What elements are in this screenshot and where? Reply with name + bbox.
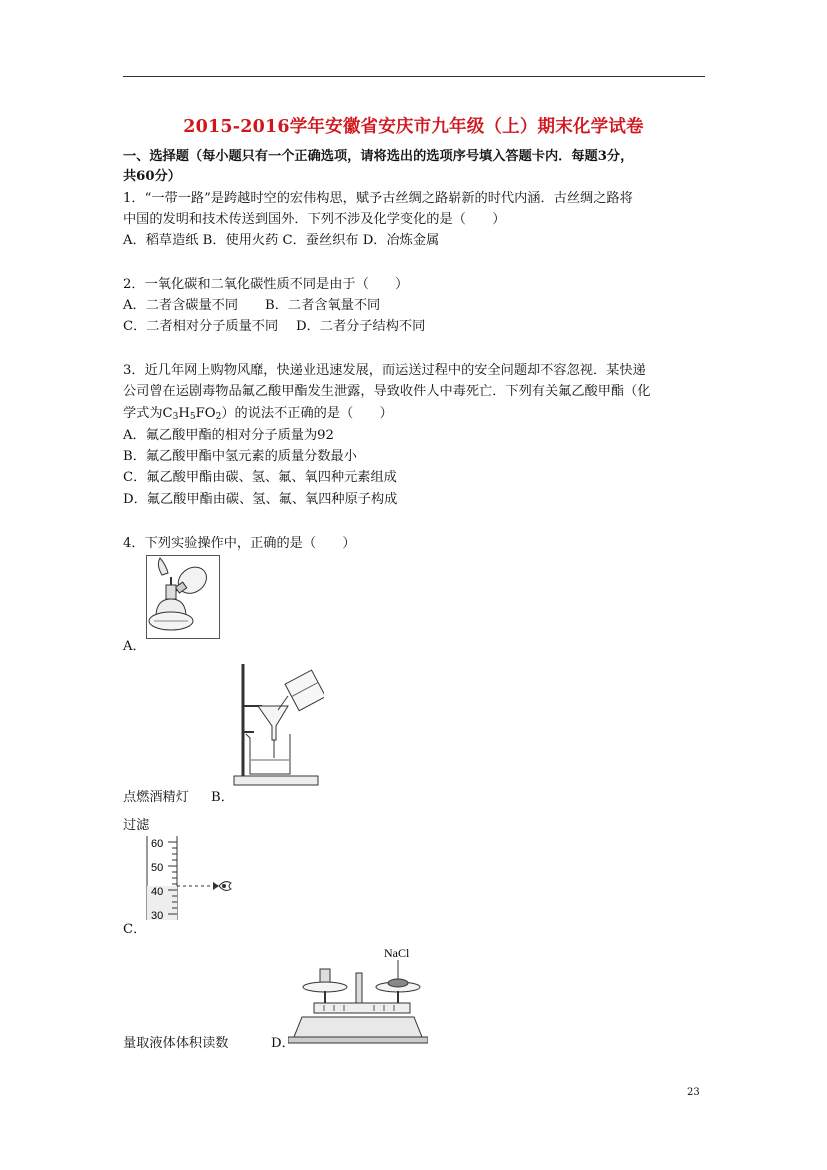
q3-formula-prefix: 学式为C	[123, 406, 173, 421]
q2-option-c: C．二者相对分子质量不同	[123, 319, 279, 334]
q3-stem-line1: 3．近几年网上购物风靡，快递业迅速发展，而运送过程中的安全问题却不容忽视．某快递	[123, 363, 646, 378]
section-heading-line1: 一、选择题（每小题只有一个正确选项，请将选出的选项序号填入答题卡内．每题3分，	[123, 149, 634, 164]
q4-caption-c: 量取液体体积读数	[123, 1036, 229, 1051]
q1-stem-line2: 中国的发明和技术传送到国外．下列不涉及化学变化的是（ ）	[123, 212, 506, 227]
q3-option-d: D．氟乙酸甲酯由碳、氢、氟、氧四种原子构成	[123, 492, 398, 507]
q4-stem: 4．下列实验操作中，正确的是（ ）	[123, 536, 356, 551]
balance-nacl-label: NaCl	[384, 946, 410, 960]
section-heading-line2: 共60分）	[123, 169, 181, 184]
q3-stem-line3	[123, 404, 393, 427]
q4-label-b: B．	[211, 790, 234, 805]
cylinder-tick-50: 50	[151, 862, 164, 874]
page-number: 23	[687, 1087, 700, 1098]
header-rule	[123, 76, 705, 77]
balance-figure	[288, 943, 428, 1047]
q2-option-b: B．二者含氧量不同	[265, 298, 381, 313]
cylinder-tick-30: 30	[151, 910, 164, 920]
cylinder-reading-figure	[143, 836, 235, 920]
q3-formula-sub3: 2	[215, 412, 222, 422]
cylinder-tick-60: 60	[151, 838, 164, 850]
q3-option-a: A．氟乙酸甲酯的相对分子质量为92	[123, 428, 334, 443]
page-title: 2015-2016学年安徽省安庆市九年级（上）期末化学试卷	[183, 117, 644, 137]
q4-label-a: A．	[123, 639, 146, 654]
alcohol-lamp-figure	[146, 555, 220, 639]
q1-stem-line1: 1．“一带一路”是跨越时空的宏伟构思，赋予古丝绸之路崭新的时代内涵．古丝绸之路将	[123, 191, 633, 206]
q3-option-b: B．氟乙酸甲酯中氢元素的质量分数最小	[123, 449, 357, 464]
q3-formula-fo: FO	[195, 406, 216, 421]
q1-options: A．稻草造纸 B．使用火药 C．蚕丝织布 D．冶炼金属	[123, 233, 440, 248]
q4-label-c: C．	[123, 922, 147, 937]
filtration-figure	[232, 662, 324, 788]
cylinder-tick-40: 40	[151, 886, 164, 898]
q3-formula-sub2: 5	[189, 412, 196, 422]
q4-label-d: D．	[271, 1036, 295, 1051]
q4-caption-b: 过滤	[123, 818, 150, 833]
q3-formula-h: H	[178, 406, 190, 421]
q4-caption-a: 点燃酒精灯	[123, 790, 189, 805]
q2-stem: 2．一氧化碳和二氧化碳性质不同是由于（ ）	[123, 277, 409, 292]
q3-option-c: C．氟乙酸甲酯由碳、氢、氟、氧四种元素组成	[123, 470, 397, 485]
q2-option-a: A．二者含碳量不同	[123, 298, 239, 313]
q2-option-d: D．二者分子结构不同	[296, 319, 426, 334]
q3-formula-suffix: ）的说法不正确的是（ ）	[221, 406, 393, 421]
q3-stem-line2: 公司曾在运剧毒物品氟乙酸甲酯发生泄露，导致收件人中毒死亡．下列有关氟乙酸甲酯（化	[123, 384, 651, 399]
q3-formula-sub1: 3	[172, 412, 179, 422]
